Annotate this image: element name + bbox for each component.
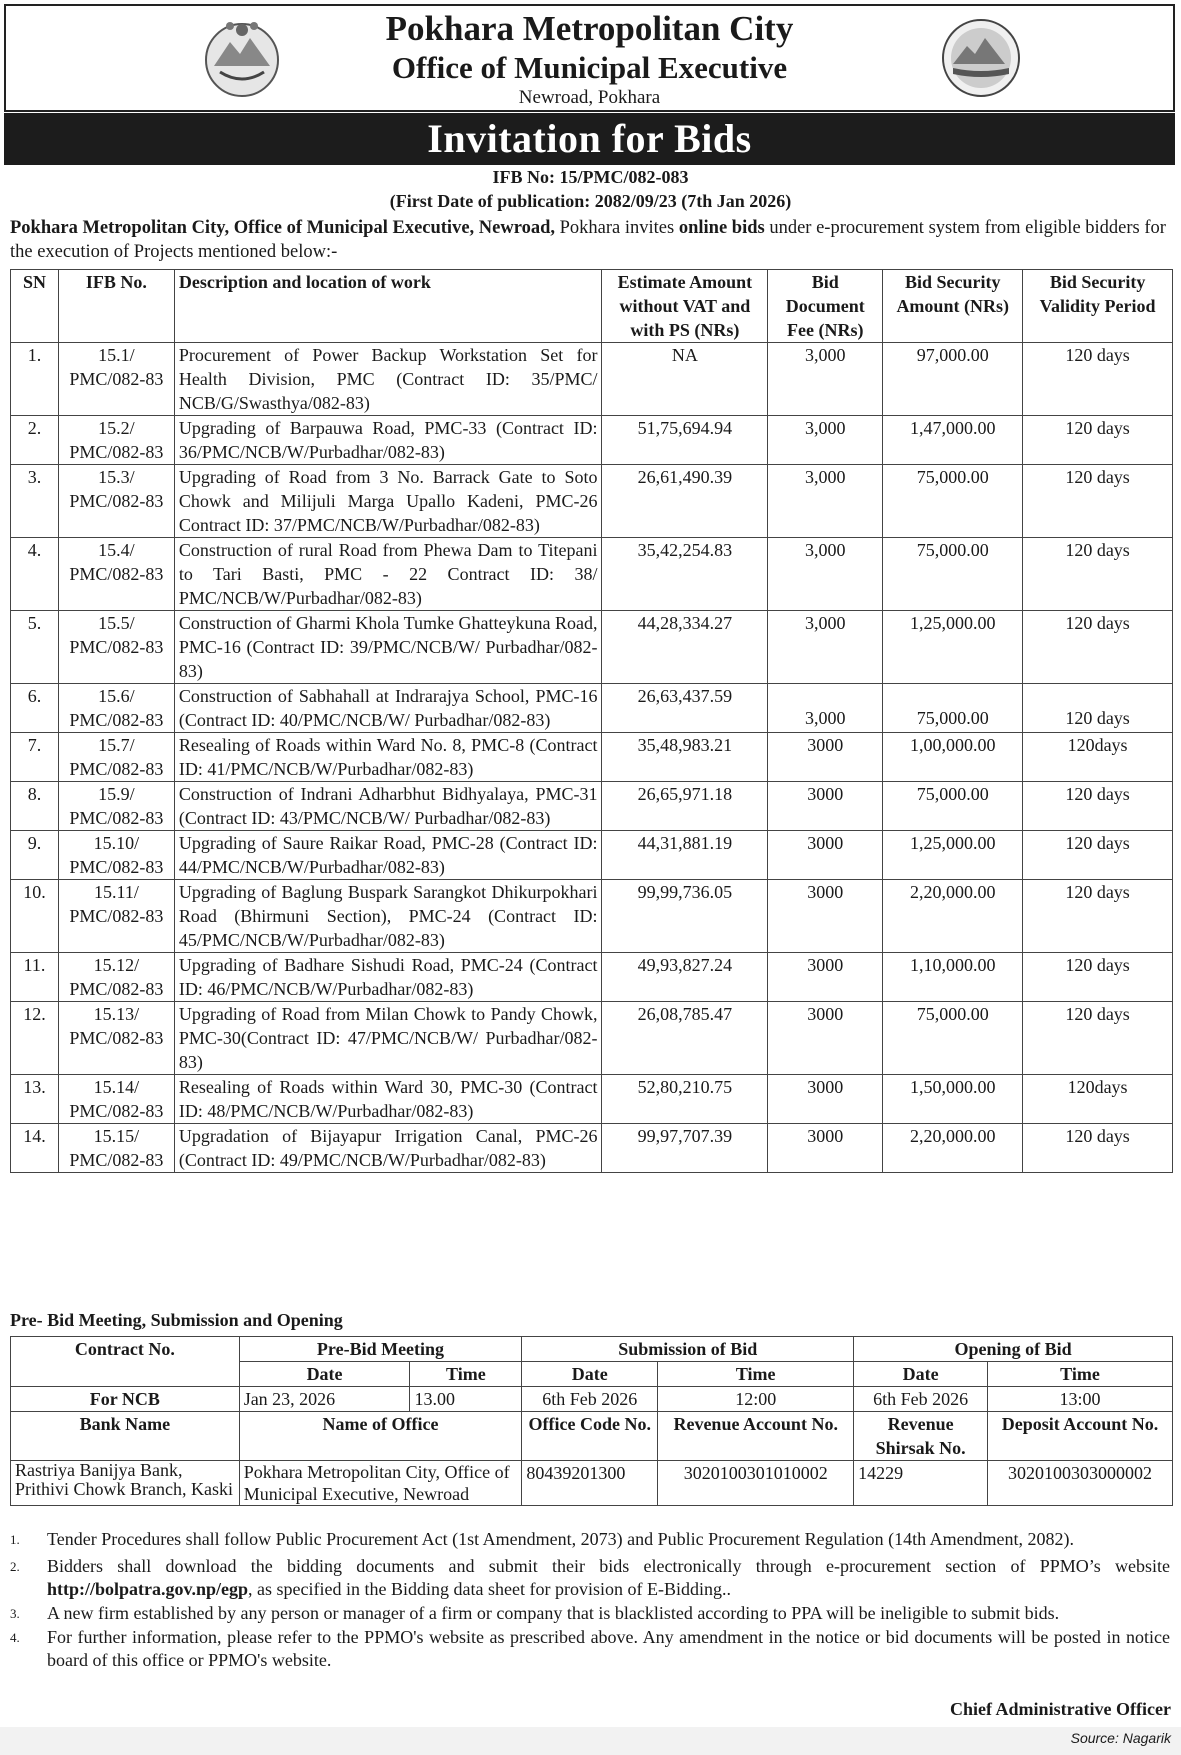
cell-validity: 120 days <box>1023 465 1173 538</box>
cell-estimate: 51,75,694.94 <box>602 416 768 465</box>
note-2-text-a: Bidders shall download the bidding documents and submit their bids electronically through e-procurement section of PPMO’s website <box>47 1556 1170 1576</box>
cell-security: 1,00,000.00 <box>883 733 1023 782</box>
table-row <box>11 1124 1173 1173</box>
note-3-text: A new firm established by any person or manager of a firm or company that is blacklisted according to PPA will be ineligible to submit bids. <box>47 1603 1060 1623</box>
office-code: 80439201300 <box>522 1461 658 1506</box>
cell-fee: 3,000 <box>768 343 883 416</box>
notes-list <box>10 1528 1170 1673</box>
sub-date: 6th Feb 2026 <box>522 1387 658 1412</box>
bank-row <box>11 1461 1173 1506</box>
h-prebid: Pre-Bid Meeting <box>239 1337 522 1362</box>
prebid-time: 13.00 <box>410 1387 522 1412</box>
cell-validity: 120 days <box>1023 831 1173 880</box>
sub-time: 12:00 <box>658 1387 854 1412</box>
cell-sn: 10. <box>11 880 59 953</box>
header <box>4 4 1175 112</box>
cell-description: Resealing of Roads within Ward No. 8, PMC-8 (Contract ID: 41/PMC/NCB/W/Purbadhar/082-83) <box>174 733 602 782</box>
open-date: 6th Feb 2026 <box>854 1387 988 1412</box>
cell-ifb: 15.1/ PMC/082-83 <box>58 343 174 416</box>
cell-validity: 120 days <box>1023 1124 1173 1173</box>
cell-description: Upgrading of Barpauwa Road, PMC-33 (Contract ID: 36/PMC/NCB/W/Purbadhar/082-83) <box>174 416 602 465</box>
cell-fee: 3000 <box>768 953 883 1002</box>
prebid-date: Jan 23, 2026 <box>239 1387 410 1412</box>
bank-name: Rastriya Banijya Bank, Prithivi Chowk Branch, Kaski <box>11 1461 240 1506</box>
cell-estimate: 44,28,334.27 <box>602 611 768 684</box>
bank-header-row <box>11 1412 1173 1461</box>
h-contract: Contract No. <box>11 1337 240 1387</box>
cell-sn: 13. <box>11 1075 59 1124</box>
works-table <box>10 269 1173 1173</box>
cell-validity: 120 days <box>1023 538 1173 611</box>
cell-security: 75,000.00 <box>883 1002 1023 1075</box>
cell-sn: 3. <box>11 465 59 538</box>
footer-strip <box>0 1727 1181 1755</box>
revenue-account: 3020100301010002 <box>658 1461 854 1506</box>
cell-estimate: 35,48,983.21 <box>602 733 768 782</box>
cell-description: Procurement of Power Backup Workstation Set for Health Division, PMC (Contract ID: 35/PMC/ NCB/G/Swasthya/082-83) <box>174 343 602 416</box>
cell-sn: 8. <box>11 782 59 831</box>
note-1: 1. Tender Procedures shall follow Public Procurement Act (1st Amendment, 2073) and Public Procurement Regulation (14th Amendment, 2082). <box>10 1529 1075 1549</box>
nepal-emblem-logo <box>200 16 284 100</box>
h-shirsak: Revenue Shirsak No. <box>854 1412 988 1461</box>
title-banner: Invitation for Bids <box>4 113 1175 165</box>
h-sub-time: Time <box>658 1362 854 1387</box>
cell-ifb: 15.2/ PMC/082-83 <box>58 416 174 465</box>
schedule-header-row <box>11 1337 1173 1362</box>
intro-tail: under e-procurement system from eligible bidders for the execution of Projects mentioned below:- <box>10 218 1166 262</box>
cell-validity: 120 days <box>1023 684 1173 733</box>
col-description: Description and location of work <box>174 270 602 343</box>
intro-paragraph <box>10 216 1170 264</box>
h-open-time: Time <box>988 1362 1173 1387</box>
cell-validity: 120days <box>1023 1075 1173 1124</box>
note-2-text-b: , as specified in the Bidding data sheet for provision of E-Bidding.. <box>248 1579 731 1599</box>
cell-fee: 3,000 <box>768 684 883 733</box>
cell-description: Construction of Sabhahall at Indrarajya School, PMC-16 (Contract ID: 40/PMC/NCB/W/ Purbadhar/082-83) <box>174 684 602 733</box>
cell-ifb: 15.10/ PMC/082-83 <box>58 831 174 880</box>
cell-ifb: 15.5/ PMC/082-83 <box>58 611 174 684</box>
cell-fee: 3,000 <box>768 465 883 538</box>
cell-ifb: 15.14/ PMC/082-83 <box>58 1075 174 1124</box>
h-prebid-time: Time <box>410 1362 522 1387</box>
h-code: Office Code No. <box>522 1412 658 1461</box>
table-row <box>11 1075 1173 1124</box>
cell-fee: 3000 <box>768 733 883 782</box>
revenue-shirsak: 14229 <box>854 1461 988 1506</box>
cell-ifb: 15.4/ PMC/082-83 <box>58 538 174 611</box>
cell-sn: 2. <box>11 416 59 465</box>
intro-mid: Pokhara invites <box>555 218 679 238</box>
cell-estimate: 26,65,971.18 <box>602 782 768 831</box>
cell-validity: 120 days <box>1023 953 1173 1002</box>
h-deposit: Deposit Account No. <box>988 1412 1173 1461</box>
table-row <box>11 538 1173 611</box>
cell-estimate: 52,80,210.75 <box>602 1075 768 1124</box>
cell-validity: 120 days <box>1023 782 1173 831</box>
cell-security: 75,000.00 <box>883 538 1023 611</box>
cell-description: Upgradation of Bijayapur Irrigation Canal, PMC-26 (Contract ID: 49/PMC/NCB/W/Purbadhar/082-83) <box>174 1124 602 1173</box>
cell-fee: 3,000 <box>768 416 883 465</box>
cell-fee: 3,000 <box>768 538 883 611</box>
cell-fee: 3000 <box>768 1002 883 1075</box>
ppmo-link[interactable]: http://bolpatra.gov.np/egp <box>47 1579 249 1599</box>
table-row <box>11 611 1173 684</box>
cell-estimate: 26,08,785.47 <box>602 1002 768 1075</box>
cell-sn: 4. <box>11 538 59 611</box>
cell-description: Construction of rural Road from Phewa Dam to Titepani to Tari Basti, PMC - 22 Contract ID: 38/ PMC/NCB/W/Purbadhar/082-83) <box>174 538 602 611</box>
cell-estimate: 26,61,490.39 <box>602 465 768 538</box>
cell-validity: 120 days <box>1023 416 1173 465</box>
col-validity: Bid Security Validity Period <box>1023 270 1173 343</box>
signature: Chief Administrative Officer <box>950 1699 1171 1719</box>
table-row <box>11 1002 1173 1075</box>
cell-description: Upgrading of Badhare Sishudi Road, PMC-24 (Contract ID: 46/PMC/NCB/W/Purbadhar/082-83) <box>174 953 602 1002</box>
h-open-date: Date <box>854 1362 988 1387</box>
cell-sn: 9. <box>11 831 59 880</box>
cell-validity: 120days <box>1023 733 1173 782</box>
cell-sn: 5. <box>11 611 59 684</box>
cell-description: Upgrading of Road from Milan Chowk to Pandy Chowk, PMC-30(Contract ID: 47/PMC/NCB/W/ Purbadhar/082-83) <box>174 1002 602 1075</box>
h-prebid-date: Date <box>239 1362 410 1387</box>
h-office: Name of Office <box>239 1412 522 1461</box>
table-row <box>11 343 1173 416</box>
schedule-title: Pre- Bid Meeting, Submission and Opening <box>10 1310 343 1330</box>
h-revenue: Revenue Account No. <box>658 1412 854 1461</box>
cell-ifb: 15.6/ PMC/082-83 <box>58 684 174 733</box>
ifb-number: IFB No: 15/PMC/082-083 <box>492 167 689 187</box>
cell-sn: 14. <box>11 1124 59 1173</box>
h-opening: Opening of Bid <box>854 1337 1173 1362</box>
cell-ifb: 15.9/ PMC/082-83 <box>58 782 174 831</box>
note-3: 3. A new firm established by any person or manager of a firm or company that is blacklisted according to PPA will be ineligible to submit bids. <box>10 1603 1060 1623</box>
cell-estimate: 35,42,254.83 <box>602 538 768 611</box>
cell-validity: 120 days <box>1023 1002 1173 1075</box>
source-credit: Source: Nagarik <box>1070 1730 1171 1746</box>
table-row <box>11 416 1173 465</box>
note-4-text: For further information, please refer to the PPMO's website as prescribed above. Any amendment in the notice or bid documents will be posted in notice board of this office or PPMO's website. <box>47 1627 1170 1670</box>
cell-description: Construction of Gharmi Khola Tumke Ghatteykuna Road, PMC-16 (Contract ID: 39/PMC/NCB/W/ Purbadhar/082-83) <box>174 611 602 684</box>
cell-sn: 1. <box>11 343 59 416</box>
table-row <box>11 684 1173 733</box>
cell-fee: 3000 <box>768 782 883 831</box>
cell-security: 1,25,000.00 <box>883 611 1023 684</box>
cell-security: 75,000.00 <box>883 465 1023 538</box>
table-row <box>11 465 1173 538</box>
cell-ifb: 15.3/ PMC/082-83 <box>58 465 174 538</box>
cell-security: 97,000.00 <box>883 343 1023 416</box>
cell-validity: 120 days <box>1023 611 1173 684</box>
cell-ifb: 15.13/ PMC/082-83 <box>58 1002 174 1075</box>
cell-sn: 7. <box>11 733 59 782</box>
cell-fee: 3000 <box>768 1075 883 1124</box>
h-bank: Bank Name <box>11 1412 240 1461</box>
cell-description: Resealing of Roads within Ward 30, PMC-30 (Contract ID: 48/PMC/NCB/W/Purbadhar/082-83) <box>174 1075 602 1124</box>
cell-description: Upgrading of Road from 3 No. Barrack Gate to Soto Chowk and Milijuli Marga Upallo Kadeni, PMC-26 Contract ID: 37/PMC/NCB/W/Purbadhar/082-83) <box>174 465 602 538</box>
cell-fee: 3000 <box>768 880 883 953</box>
cell-security: 75,000.00 <box>883 684 1023 733</box>
cell-estimate: 99,97,707.39 <box>602 1124 768 1173</box>
ncb-label: For NCB <box>11 1387 240 1412</box>
table-row <box>11 733 1173 782</box>
cell-ifb: 15.7/ PMC/082-83 <box>58 733 174 782</box>
cell-sn: 12. <box>11 1002 59 1075</box>
cell-estimate: 26,63,437.59 <box>602 684 768 733</box>
note-1-text: Tender Procedures shall follow Public Procurement Act (1st Amendment, 2073) and Public Procurement Regulation (14th Amendment, 2082). <box>47 1529 1075 1549</box>
h-submission: Submission of Bid <box>522 1337 854 1362</box>
header-title: Pokhara Metropolitan City <box>385 9 794 48</box>
office-name: Pokhara Metropolitan City, Office of Municipal Executive, Newroad <box>239 1461 522 1506</box>
header-address: Newroad, Pokhara <box>518 87 661 108</box>
cell-ifb: 15.11/ PMC/082-83 <box>58 880 174 953</box>
cell-estimate: 44,31,881.19 <box>602 831 768 880</box>
table-row <box>11 831 1173 880</box>
cell-security: 1,25,000.00 <box>883 831 1023 880</box>
cell-sn: 6. <box>11 684 59 733</box>
cell-fee: 3000 <box>768 1124 883 1173</box>
publication-date: (First Date of publication: 2082/09/23 (7th Jan 2026) <box>389 191 792 211</box>
col-ifb: IFB No. <box>58 270 174 343</box>
table-row <box>11 880 1173 953</box>
cell-sn: 11. <box>11 953 59 1002</box>
deposit-account: 3020100303000002 <box>988 1461 1173 1506</box>
cell-description: Upgrading of Saure Raikar Road, PMC-28 (Contract ID: 44/PMC/NCB/W/Purbadhar/082-83) <box>174 831 602 880</box>
note-4: 4. For further information, please refer to the PPMO's website as prescribed above. Any amendment in the notice or bid documents will be posted in notice board of this office or PPMO's website. <box>10 1627 1170 1670</box>
cell-security: 1,47,000.00 <box>883 416 1023 465</box>
col-sn: SN <box>11 270 59 343</box>
col-security: Bid Security Amount (NRs) <box>883 270 1023 343</box>
cell-security: 1,50,000.00 <box>883 1075 1023 1124</box>
intro-lead: Pokhara Metropolitan City, Office of Municipal Executive, Newroad, <box>10 218 556 238</box>
cell-security: 1,10,000.00 <box>883 953 1023 1002</box>
works-body <box>11 343 1173 1173</box>
cell-validity: 120 days <box>1023 880 1173 953</box>
col-fee: Bid Document Fee (NRs) <box>768 270 883 343</box>
cell-ifb: 15.12/ PMC/082-83 <box>58 953 174 1002</box>
intro-bold: online bids <box>678 218 765 238</box>
cell-security: 2,20,000.00 <box>883 880 1023 953</box>
cell-fee: 3,000 <box>768 611 883 684</box>
open-time: 13:00 <box>988 1387 1173 1412</box>
cell-security: 75,000.00 <box>883 782 1023 831</box>
cell-ifb: 15.15/ PMC/082-83 <box>58 1124 174 1173</box>
cell-estimate: 49,93,827.24 <box>602 953 768 1002</box>
cell-fee: 3000 <box>768 831 883 880</box>
schedule-ncb-row <box>11 1387 1173 1412</box>
cell-security: 2,20,000.00 <box>883 1124 1023 1173</box>
cell-estimate: 99,99,736.05 <box>602 880 768 953</box>
cell-validity: 120 days <box>1023 343 1173 416</box>
cell-description: Construction of Indrani Adharbhut Bidhyalaya, PMC-31 (Contract ID: 43/PMC/NCB/W/ Purbadhar/082-83) <box>174 782 602 831</box>
note-2: 2. Bidders shall download the bidding documents and submit their bids electronically through e-procurement section of PPMO’s website http://bolpatra.gov.np/egp, as specified in the Bidding data sheet for provision of E-Bidding.. <box>10 1556 1170 1599</box>
h-sub-date: Date <box>522 1362 658 1387</box>
header-office: Office of Municipal Executive <box>391 50 788 85</box>
table-row <box>11 782 1173 831</box>
cell-description: Upgrading of Baglung Buspark Sarangkot Dhikurpokhari Road (Bhirmuni Section), PMC-24 (Contract ID: 45/PMC/NCB/W/Purbadhar/082-83) <box>174 880 602 953</box>
col-estimate: Estimate Amount without VAT and with PS (NRs) <box>602 270 768 343</box>
table-header-row <box>11 270 1173 343</box>
schedule-table <box>10 1336 1173 1506</box>
table-row <box>11 953 1173 1002</box>
cell-estimate: NA <box>602 343 768 416</box>
pokhara-city-logo <box>939 16 1023 100</box>
